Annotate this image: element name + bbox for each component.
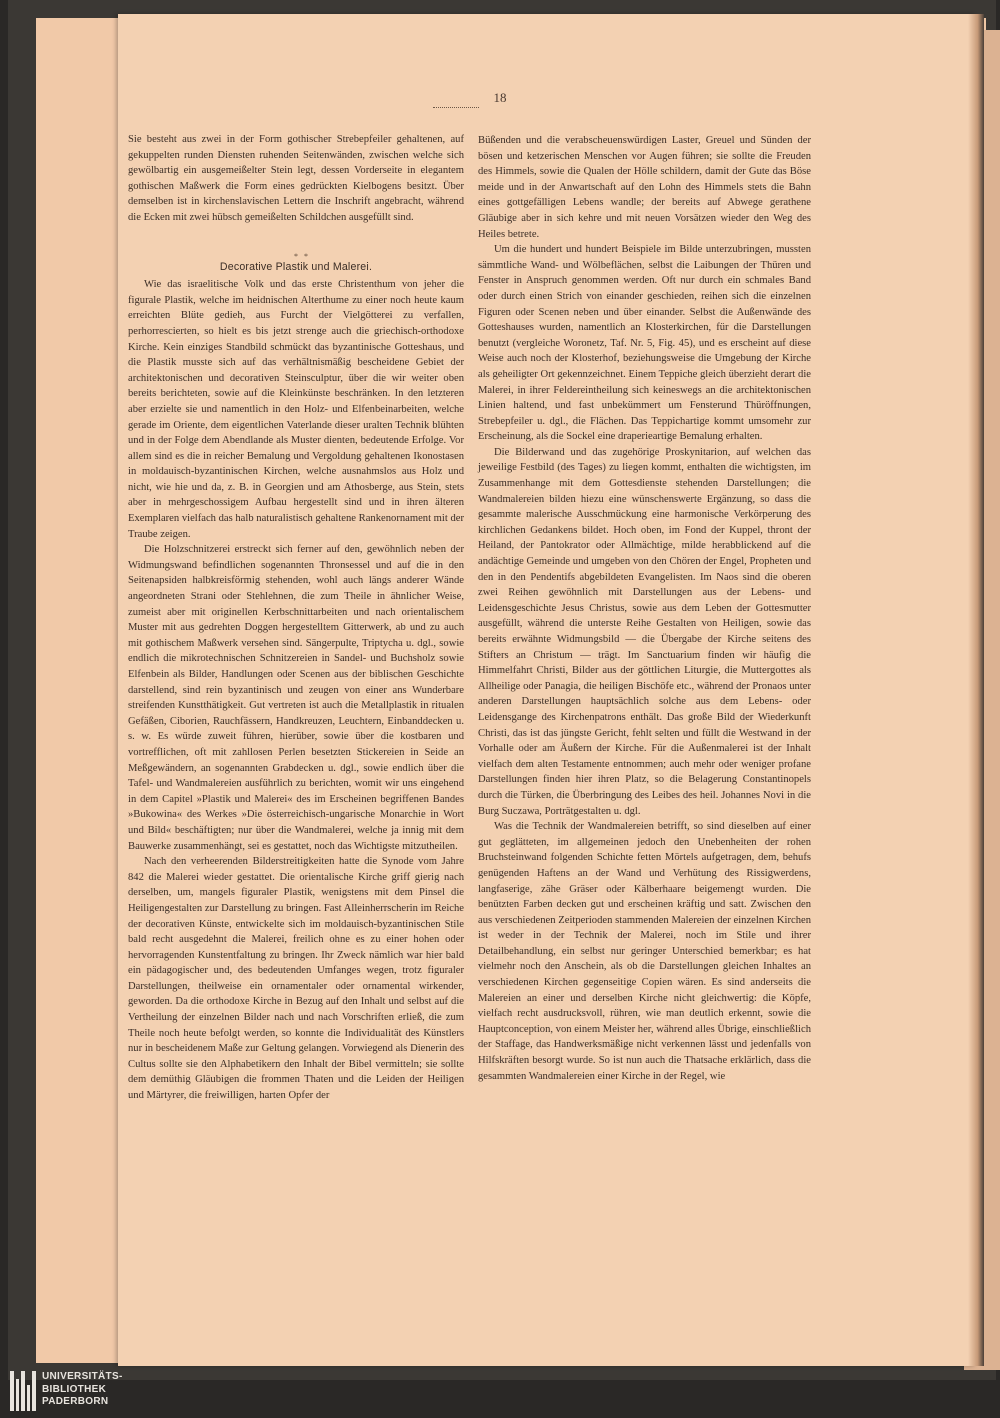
paragraph: Nach den verheerenden Bilderstreitigkeiten hatte die Synode vom Jahre 842 die Malerei wieder gestattet. Die orientalische Kirche griff gierig nach derselben, um, mangels figuraler Plastik, wenigstens mit dem Pinsel die Heiligengestalten zur Darstellung zu bringen. Fast Alleinherrscherin im Reiche der decorativen Künste, entwickelte sich im moldauisch-byzantinischen Stile bald recht ausgedehnt die Malerei, freilich ohne es zu einer hohen oder hervorragenden Kunstentfaltung zu bringen. Ihr Zweck nämlich war hier bald ein pädagogischer und, des bedeutenden Umfanges wegen, trotz figuraler Darstellungen, theilweise ein ornamentaler oder ornamental wirkender, geworden. Da die orthodoxe Kirche in Bezug auf den Inhalt und selbst auf die Vertheilung der einzelnen Bilder nach und nach Vorschriften erließ, die zum Theile noch heute befolgt werden, so konnte die Individualität des Künstlers nur in bescheidenem Maße zur Geltung gelangen. Vorwiegend als Dienerin des Cultus sollte sie den Alphabetikern den Inhalt der Bibel vermitteln; sie sollte dem demüthig Gläubigen die frommen Thaten und die Leiden der Heiligen und Märtyrer, die freiwilligen, harten Opfer der <box>128 856 464 1102</box>
logo-line: PADERBORN <box>42 1396 109 1408</box>
logo-line: BIBLIOTHEK <box>42 1383 107 1395</box>
section-heading: Decorative Plastik und Malerei. <box>219 260 373 273</box>
paragraph: Wie das israelitische Volk und das erste Christenthum von jeher die figurale Plastik, welche im heidnischen Alterthume zu einer noch heute kaum erreichten Blüte gedieh, aus Furcht der Vielgötterei zu verfallen, perhorrescierten, so hielt es bis jetzt strenge auch die griechisch-orthodoxe Kirche. Kein einziges Standbild schmückt das byzantinische Gotteshaus, und die Plastik musste sich auf das verhältnismäßig bescheidene Gebiet der architektonischen und decorativen Steinsculptur, über die wir weiter oben bereits berichteten, sowie auf die Kleinkünste beschränken. In den letzteren aber erzielte sie und namentlich in den Holz- und Elfenbeinarbeiten, welche gerade im Oriente, dem eigentlichen Vaterlande dieser uralten Technik blühten und in der Folge dem Abendlande als Muster dienten, bedeutende Erfolge. Vor allem sind es die in reicher Bemalung und Vergoldung gehaltenen Ikonostasen in moldauisch-byzantinischen Kirchen, welche ausnahmslos aus Holz und nicht, wie hie und da, z. B. in Georgien und am Athosberge, aus Stein, stets aber in mehrgeschossigem Aufbau hergestellt sind und in ihren älteren Exemplaren vielfach das halb naturalistisch gehaltene Rankenornament mit der Traube zeigen. <box>128 279 464 540</box>
intro-paragraph: Sie besteht aus zwei in der Form gothischer Strebepfeiler gehaltenen, auf gekuppelten runden Diensten ruhenden Seitenwänden, zwischen welche sich gewölbartig ein ausgemeißelter Stein legt, dessen Vorderseite in elegantem gothischen Maßwerk die Form eines gedrückten Kielbogens besitzt. Über demselben ist in kirchenslavischen Lettern die Inschrift angebracht, während die Ecken mit zwei hübsch gemeißelten Schildchen ausgefüllt sind. <box>128 134 464 223</box>
page-gutter <box>968 14 984 1366</box>
library-logo <box>10 1371 138 1411</box>
section-separator: * * <box>294 252 310 261</box>
paragraph: Um die hundert und hundert Beispiele im Bilde unterzubringen, mussten sämmtliche Wand- und Wölbeflächen, selbst die Laibungen der Thüren und Fenster in Anspruch genommen werden. Oft nur durch ein schmales Band oder durch einen Strich von einander geschieden, reihen sich die einzelnen Figuren oder Scenen neben und über einander. Selbst die Außenwände des Gotteshauses wurden, namentlich an Klosterkirchen, für die Darstellungen benutzt (vergleiche Woronetz, Taf. Nr. 5, Fig. 45), und es erscheint auf diese Weise auch noch der Klosterhof, beziehungsweise die Umgebung der Kirche als geheiligter Ort gekennzeichnet. Einem Teppiche gleich überzieht derart die Malerei, in ihrer Feldereintheilung sich keineswegs an die architektonischen Linien haltend, und fast unbekümmert um Fensterund Thüröffnungen, Strebepfeiler u. dgl., die Flächen. Das Teppichartige kommt umsomehr zur Erscheinung, als die Sockel eine draperieartige Bemalung erhalten. <box>478 244 811 443</box>
paragraph: Die Bilderwand und das zugehörige Proskynitarion, auf welchen das jeweilige Festbild (des Tages) zu liegen kommt, enthalten die wichtigsten, im Zusammenhange mit dem Gottesdienste stehenden Darstellungen; die Wandmalereien bilden hiezu eine wünschenswerte Ergänzung, so dass die gesammte malerische Ausschmückung eine harmonische Verkörperung des kirchlichen Gedankens bildet. Hoch oben, im Fond der Kuppel, thront der Heiland, der Pantokrator oder Allmächtige, milde herabblickend auf die andächtige Gemeinde und umgeben von den Chören der Engel, Propheten und den in den Pendentifs abgebildeten Evangelisten. Im Naos sind die oberen zwei Reihen gewöhnlich mit Darstellungen aus der Lebens- und Leidensgeschichte Jesus Christus, sowie aus dem Leben der Gottesmutter ausgefüllt, während die unterste Reihe Gestalten von Heiligen, sowie das bereits erwähnte Widmungsbild — die Übergabe der Kirche seitens des Stifters an Christum — trägt. Im Sanctuarium finden wir häufig die Himmelfahrt Christi, Bilder aus der göttlichen Liturgie, die Muttergottes als Allheilige oder Panagia, die heiligen Bischöfe etc., während der Pronaos unter anderen Darstellungen hauptsächlich solche aus dem Lebens- oder Leidensgange des Kirchenpatrons enthält. Das große Bild der Wiederkunft Christi, das ist das jüngste Gericht, fehlt selten und füllt die Westwand in der Vorhalle oder am Äußern der Kirche. Für die Außenmalerei ist der Inhalt vielfach dem alten Testamente entnommen; auch mehr oder weniger profane Darstellungen finden hier ihren Platz, so die Belagerung Constantinopels durch die Türken, die Überbringung des Leibes des heil. Johannes Novi in die Burg Suczawa, Porträtgestalten u. dgl. <box>478 446 811 817</box>
page-number-rule <box>433 107 479 108</box>
library-logo-text <box>42 1371 123 1409</box>
left-column <box>128 132 464 1104</box>
paragraph: Büßenden und die verabscheuenswürdigen Laster, Greuel und Sünden der bösen und ketzerischen Menschen vor Augen führen; sie sollte die Freuden des Himmels, sowie die Qualen der Hölle schildern, damit der Gute das Böse meide und in der Anwartschaft auf den Lohn des Himmels stets die Bahn eines gottgefälligen Lebens wandle; der bereits auf Abwege gerathene Gläubige aber in sich kehre und mit neuen Vorsätzen wieder den Weg des Heiles betrete. <box>478 135 811 240</box>
paragraph: Die Holzschnitzerei erstreckt sich ferner auf den, gewöhnlich neben der Widmungswand befindlichen sogenannten Thronsessel und auf die in den Seitenapsiden halbkreisförmig stehenden, wohl auch längs anderer Wände angeordneten Strani oder Stehlehnen, die zum Theile in ähnlicher Weise, zumeist aber mit originellen Kerbschnittarbeiten und nach orientalischem Muster mit aus gedrehten Doggen hergestelltem Gitterwerk, ab und zu auch mit gothischem Maßwerk versehen sind. Sängerpulte, Triptycha u. dgl., sowie endlich die mikrotechnischen Schnitzereien in Sandel- und Buchsholz sowie Elfenbein als Bilder, Handlungen oder Scenen aus der biblischen Geschichte darstellend, sind rein byzantinisch und zeugen von einer ans Wunderbare streifenden Kunstthätigkeit. Gut vertreten ist auch die Metallplastik in ritualen Gefäßen, Ciborien, Rauchfässern, Handkreuzen, Leuchtern, Einbanddecken u. s. w. Es würde zuweit führen, hierüber, sowie über die kostbaren und vortrefflichen, oft mit zahllosen Perlen besetzten Stickereien in Seide an Meßgewändern, an sogenannten Grabdecken u. dgl., sowie endlich über die Tafel- und Wandmalereien ausführlich zu berichten, womit wir uns eingehend in dem Capitel »Plastik und Malerei« des im Erscheinen begriffenen Bandes »Bukowina« des Werkes »Die österreichisch-ungarische Monarchie in Wort und Bild« beschäftigten; nur über die Wandmalerei, welche ja innig mit dem Bauwerke zusammenhängt, sei es gestattet, noch das Wichtigste mitzutheilen. <box>128 544 464 852</box>
page-number: 18 <box>493 90 507 105</box>
library-logo-icon <box>10 1371 36 1411</box>
paragraph: Was die Technik der Wandmalereien betrifft, so sind dieselben auf einer gut geglätteten, im allgemeinen jedoch den Unebenheiten der rohen Bruchsteinwand folgenden Schichte fetten Mörtels aufgetragen, dem, behufs genügenden Haftens an der Wand und Verhütung des Rissigwerdens, langfaserige, zähe Gräser oder Kälberhaare beigemengt wurden. Die benützten Farben decken gut und erscheinen kräftig und satt. Zwischen den aus verschiedenen Zeitperioden stammenden Malereien der einzelnen Kirchen ist weder in der Technik der Malerei, noch im Stile und ihrer Detailbehandlung, ein selbst nur geringer Unterschied bemerkbar; es hat vielmehr noch den Anschein, als ob die Darstellungen gleichen Inhaltes an verschiedenen Kirchen gegenseitige Copien wären. Es sind anderseits die Malereien an einer und derselben Kirche nicht gleichwertig: die Köpfe, vielfach recht ausdrucksvoll, rühren, wie man deutlich erkennt, sowie die Hauptconception, von einem Meister her, während alles Übrige, einschließlich der Staffage, das Handwerksmäßige nicht verkennen lässt und jedenfalls von Hilfskräften besorgt wurde. So ist nun auch die Thatsache erklärlich, dass die gesammten Wandmalereien einer Kirche in der Regel, wie <box>478 821 811 1082</box>
logo-line: UNIVERSITÄTS- <box>42 1371 123 1382</box>
right-column <box>478 133 811 1084</box>
